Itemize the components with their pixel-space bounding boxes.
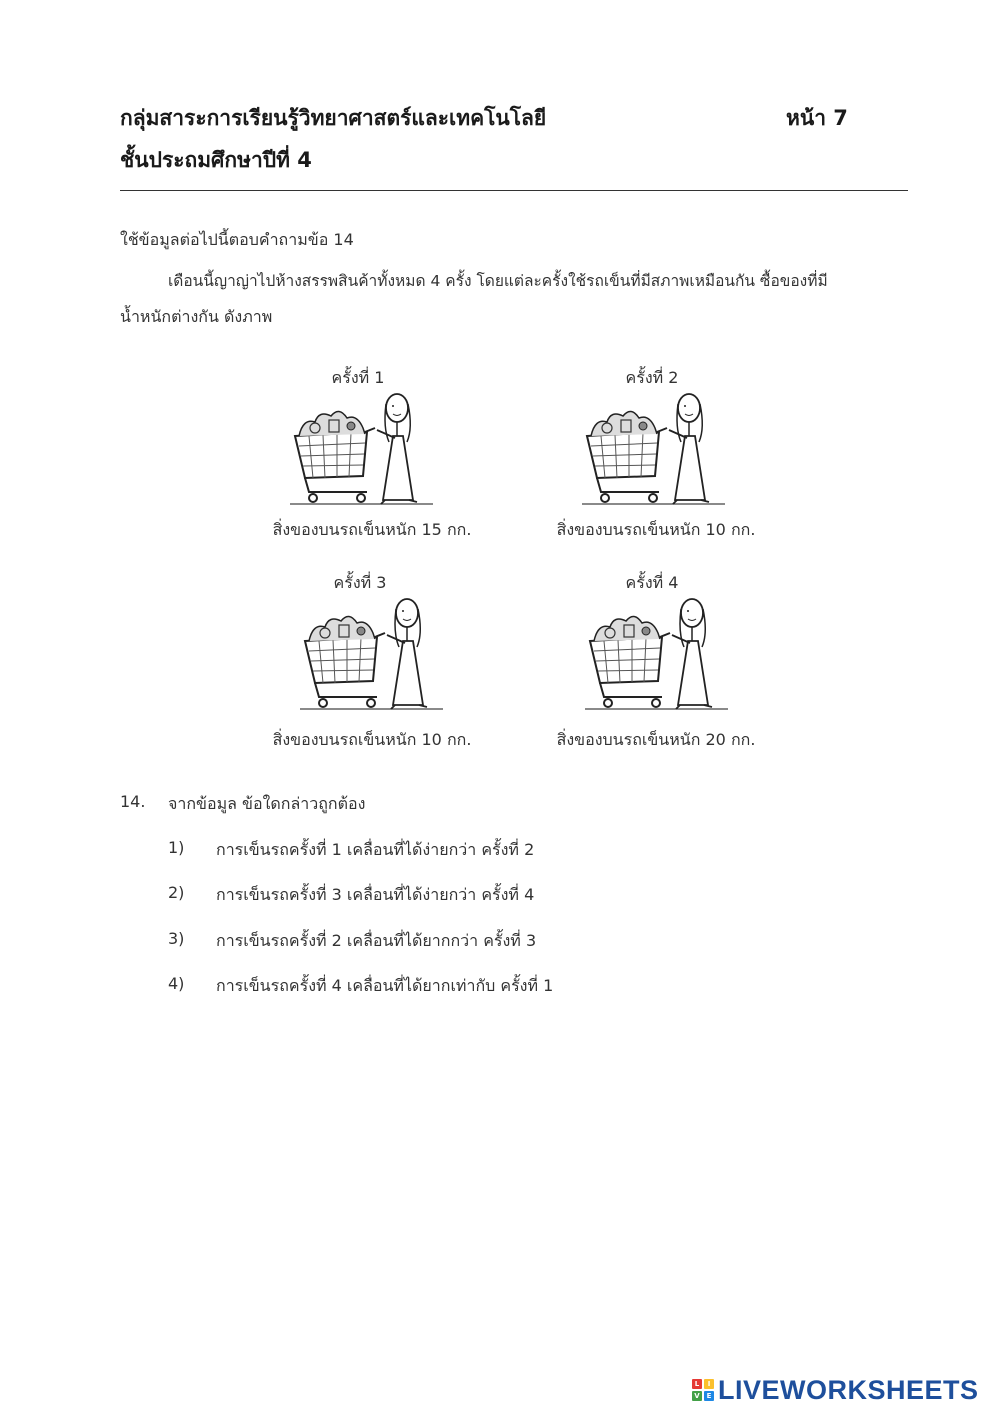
trip-1-caption: สิ่งของบนรถเข็นหนัก 15 กก. [272,520,472,539]
liveworksheets-logo [692,1376,979,1404]
logo-blocks-icon [692,1379,714,1401]
logo-block: L [692,1379,702,1389]
subject-title: กลุ่มสาระการเรียนรู้วิทยาศาสตร์และเทคโนโลยี [120,106,547,130]
option-2-number[interactable]: 2) [168,883,185,902]
trip-2-label: ครั้งที่ 2 [625,368,679,387]
cart-woman-illustration [295,593,445,713]
option-3-number[interactable]: 3) [168,929,185,948]
trip-2-caption: สิ่งของบนรถเข็นหนัก 10 กก. [556,520,756,539]
intro-paragraph-line2: น้ำหนักต่างกัน ดังภาพ [120,307,273,326]
header-divider [120,190,908,191]
option-3-text[interactable]: การเข็นรถครั้งที่ 2 เคลื่อนที่ได้ยากกว่า ครั้งที่ 3 [216,931,537,950]
intro-paragraph-line1: เดือนนี้ญาญ่าไปห้างสรรพสินค้าทั้งหมด 4 ครั้ง โดยแต่ละครั้งใช้รถเข็นที่มีสภาพเหมือนกัน ซื้อของที่มี [168,272,828,290]
brand-name: LIVEWORKSHEETS [718,1374,979,1405]
option-1-text[interactable]: การเข็นรถครั้งที่ 1 เคลื่อนที่ได้ง่ายกว่า ครั้งที่ 2 [216,840,535,859]
instruction-text: ใช้ข้อมูลต่อไปนี้ตอบคำถามข้อ 14 [120,230,354,249]
trip-4-caption: สิ่งของบนรถเข็นหนัก 20 กก. [556,730,756,749]
option-2-text[interactable]: การเข็นรถครั้งที่ 3 เคลื่อนที่ได้ง่ายกว่า ครั้งที่ 4 [216,885,535,904]
cart-woman-illustration [577,388,727,508]
cart-woman-illustration [285,388,435,508]
logo-block: V [692,1391,702,1401]
grade-title: ชั้นประถมศึกษาปีที่ 4 [120,148,312,172]
option-1-number[interactable]: 1) [168,838,185,857]
cart-woman-illustration [580,593,730,713]
question-number: 14. [120,792,146,811]
trip-1-label: ครั้งที่ 1 [331,368,385,387]
option-4-number[interactable]: 4) [168,974,185,993]
logo-block: E [704,1391,714,1401]
trip-3-caption: สิ่งของบนรถเข็นหนัก 10 กก. [272,730,472,749]
page-number: หน้า 7 [786,106,848,130]
question-text: จากข้อมูล ข้อใดกล่าวถูกต้อง [168,794,366,813]
option-4-text[interactable]: การเข็นรถครั้งที่ 4 เคลื่อนที่ได้ยากเท่ากับ ครั้งที่ 1 [216,976,554,995]
trip-3-label: ครั้งที่ 3 [333,573,387,592]
logo-block: I [704,1379,714,1389]
trip-4-label: ครั้งที่ 4 [625,573,679,592]
